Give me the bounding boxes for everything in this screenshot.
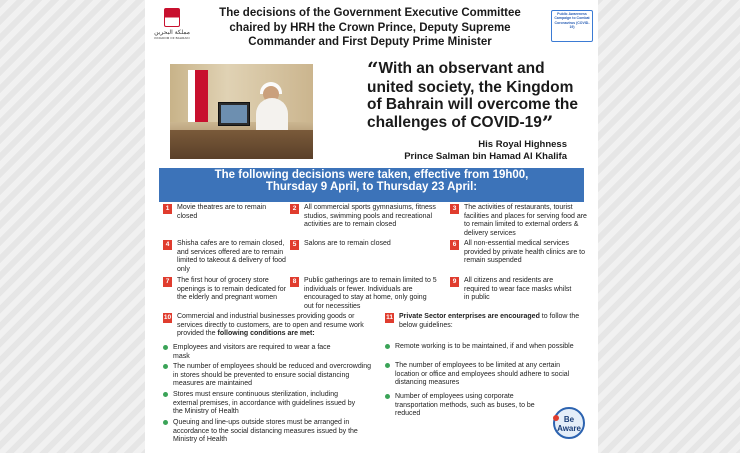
bahrain-flag xyxy=(188,70,208,122)
quote xyxy=(367,57,587,135)
crown-prince-photo xyxy=(170,64,313,159)
decision-item xyxy=(290,240,420,252)
item-number: 9 xyxy=(450,277,459,287)
item-10-intro: Commercial and industrial businesses providing goods or services directly to customers, are to open and resume work provided the xyxy=(177,313,364,337)
item-text: All citizens and residents are required to wear face masks whilst in public xyxy=(464,277,572,301)
bullet-icon xyxy=(163,364,168,369)
emblem-icon xyxy=(164,8,180,27)
bullet-icon xyxy=(385,363,390,368)
item-text: The first hour of grocery store openings is to remain dedicated for the elderly and pregnant women xyxy=(177,277,286,301)
bullet-text: The number of employees to be limited at any certain location or office and employees should adhere to social distancing measures xyxy=(395,362,570,386)
item-number: 3 xyxy=(450,204,459,214)
decision-item-11 xyxy=(385,313,590,333)
background-pattern-left xyxy=(0,0,145,453)
decision-item xyxy=(450,204,590,238)
item-text: Salons are to remain closed xyxy=(304,240,391,247)
background-pattern-right xyxy=(595,0,740,453)
bullet-text: Employees and visitors are required to wear a face mask xyxy=(173,344,331,360)
attribution-name: Prince Salman bin Hamad Al Khalifa xyxy=(404,151,567,162)
decision-item xyxy=(290,277,440,311)
monitor xyxy=(218,102,250,126)
item-number: 4 xyxy=(163,240,172,250)
attribution-title: His Royal Highness xyxy=(478,139,567,150)
item-11-intro: to follow the below guidelines: xyxy=(399,313,580,329)
decision-item xyxy=(163,277,293,303)
bullet-icon xyxy=(163,345,168,350)
bullet-text: The number of employees should be reduced and overcrowding in stores should be prevented to ensure social distancing measures are maintained xyxy=(173,363,372,387)
bullet-icon xyxy=(163,392,168,397)
item-text: Movie theatres are to remain closed xyxy=(177,204,267,220)
bullet-icon xyxy=(385,394,390,399)
item-text: All non-essential medical services provided by private health clinics are to remain suspended xyxy=(464,240,586,264)
item-number: 5 xyxy=(290,240,299,250)
bullet-icon xyxy=(163,420,168,425)
badge-line-2: Aware xyxy=(557,424,581,433)
decision-item xyxy=(450,240,590,266)
logo-english-text: KINGDOM OF BAHRAIN xyxy=(154,36,190,40)
item-number: 7 xyxy=(163,277,172,287)
decision-item xyxy=(290,204,440,234)
banner-line-1: The following decisions were taken, effective from 19h00, xyxy=(214,169,529,181)
banner-line-2: Thursday 9 April, to Thursday 23 April: xyxy=(265,180,478,193)
bullet-text: Number of employees using corporate transportation methods, such as buses, to be reduced xyxy=(395,393,535,417)
badge-line-1: Be xyxy=(563,415,575,424)
close-quote-mark: ” xyxy=(541,110,554,135)
bahrain-logo xyxy=(153,8,191,40)
item-text: Shisha cafes are to remain closed, and services offered are to remain limited to takeout & delivery of food only xyxy=(177,240,286,273)
item-text: The activities of restaurants, tourist facilities and places for serving food are to remain limited to external orders & delivery services xyxy=(464,204,587,237)
item-number: 1 xyxy=(163,204,172,214)
decision-item xyxy=(163,240,293,274)
decisions-banner xyxy=(159,168,584,202)
item-number: 2 xyxy=(290,204,299,214)
bullet-text: Remote working is to be maintained, if and when possible xyxy=(395,343,574,350)
alert-dot-icon xyxy=(553,415,559,421)
open-quote-mark: “ xyxy=(367,57,379,81)
item-text: Public gatherings are to remain limited to 5 individuals or fewer. Individuals are encouraged to stay at home, only going out for necessities xyxy=(304,277,437,310)
item-number: 8 xyxy=(290,277,299,287)
be-aware-badge xyxy=(553,407,585,439)
poster xyxy=(145,0,598,453)
page-title: The decisions of the Government Executive Committee chaired by HRH the Crown Prince, Deputy Supreme Commander and First Deputy Prime Minister xyxy=(219,7,521,48)
bullet-text: Stores must ensure continuous sterilization, including external premises, in accordance with guidelines issued by the Ministry of Health xyxy=(173,391,356,415)
decision-item xyxy=(163,204,281,230)
item-text: All commercial sports gymnasiums, fitness studios, swimming pools and recreational activities are to remain closed xyxy=(304,204,436,228)
logo-arabic-text: مملكة البحرين xyxy=(154,29,190,36)
item-number: 6 xyxy=(450,240,459,250)
quote-attribution xyxy=(345,139,567,163)
item-11-intro-bold: Private Sector enterprises are encouraged xyxy=(399,313,540,320)
decision-item-10 xyxy=(163,313,378,343)
item-10-intro-bold: following conditions are met: xyxy=(217,330,315,337)
desk xyxy=(170,130,313,159)
campaign-badge: Public Awareness Campaign to Combat Coronavirus (COVID-19) xyxy=(551,10,593,42)
item-number: 10 xyxy=(163,314,172,321)
bullet-text: Queuing and line-ups outside stores must be arranged in accordance to the social distancing measures issued by the Ministry of Health xyxy=(173,419,358,443)
item-number: 11 xyxy=(386,314,393,321)
quote-text: With an observant and united society, the Kingdom of Bahrain will overcome the challenges of COVID-19 xyxy=(367,60,579,131)
decision-item xyxy=(450,277,590,301)
bullet-icon xyxy=(385,344,390,349)
